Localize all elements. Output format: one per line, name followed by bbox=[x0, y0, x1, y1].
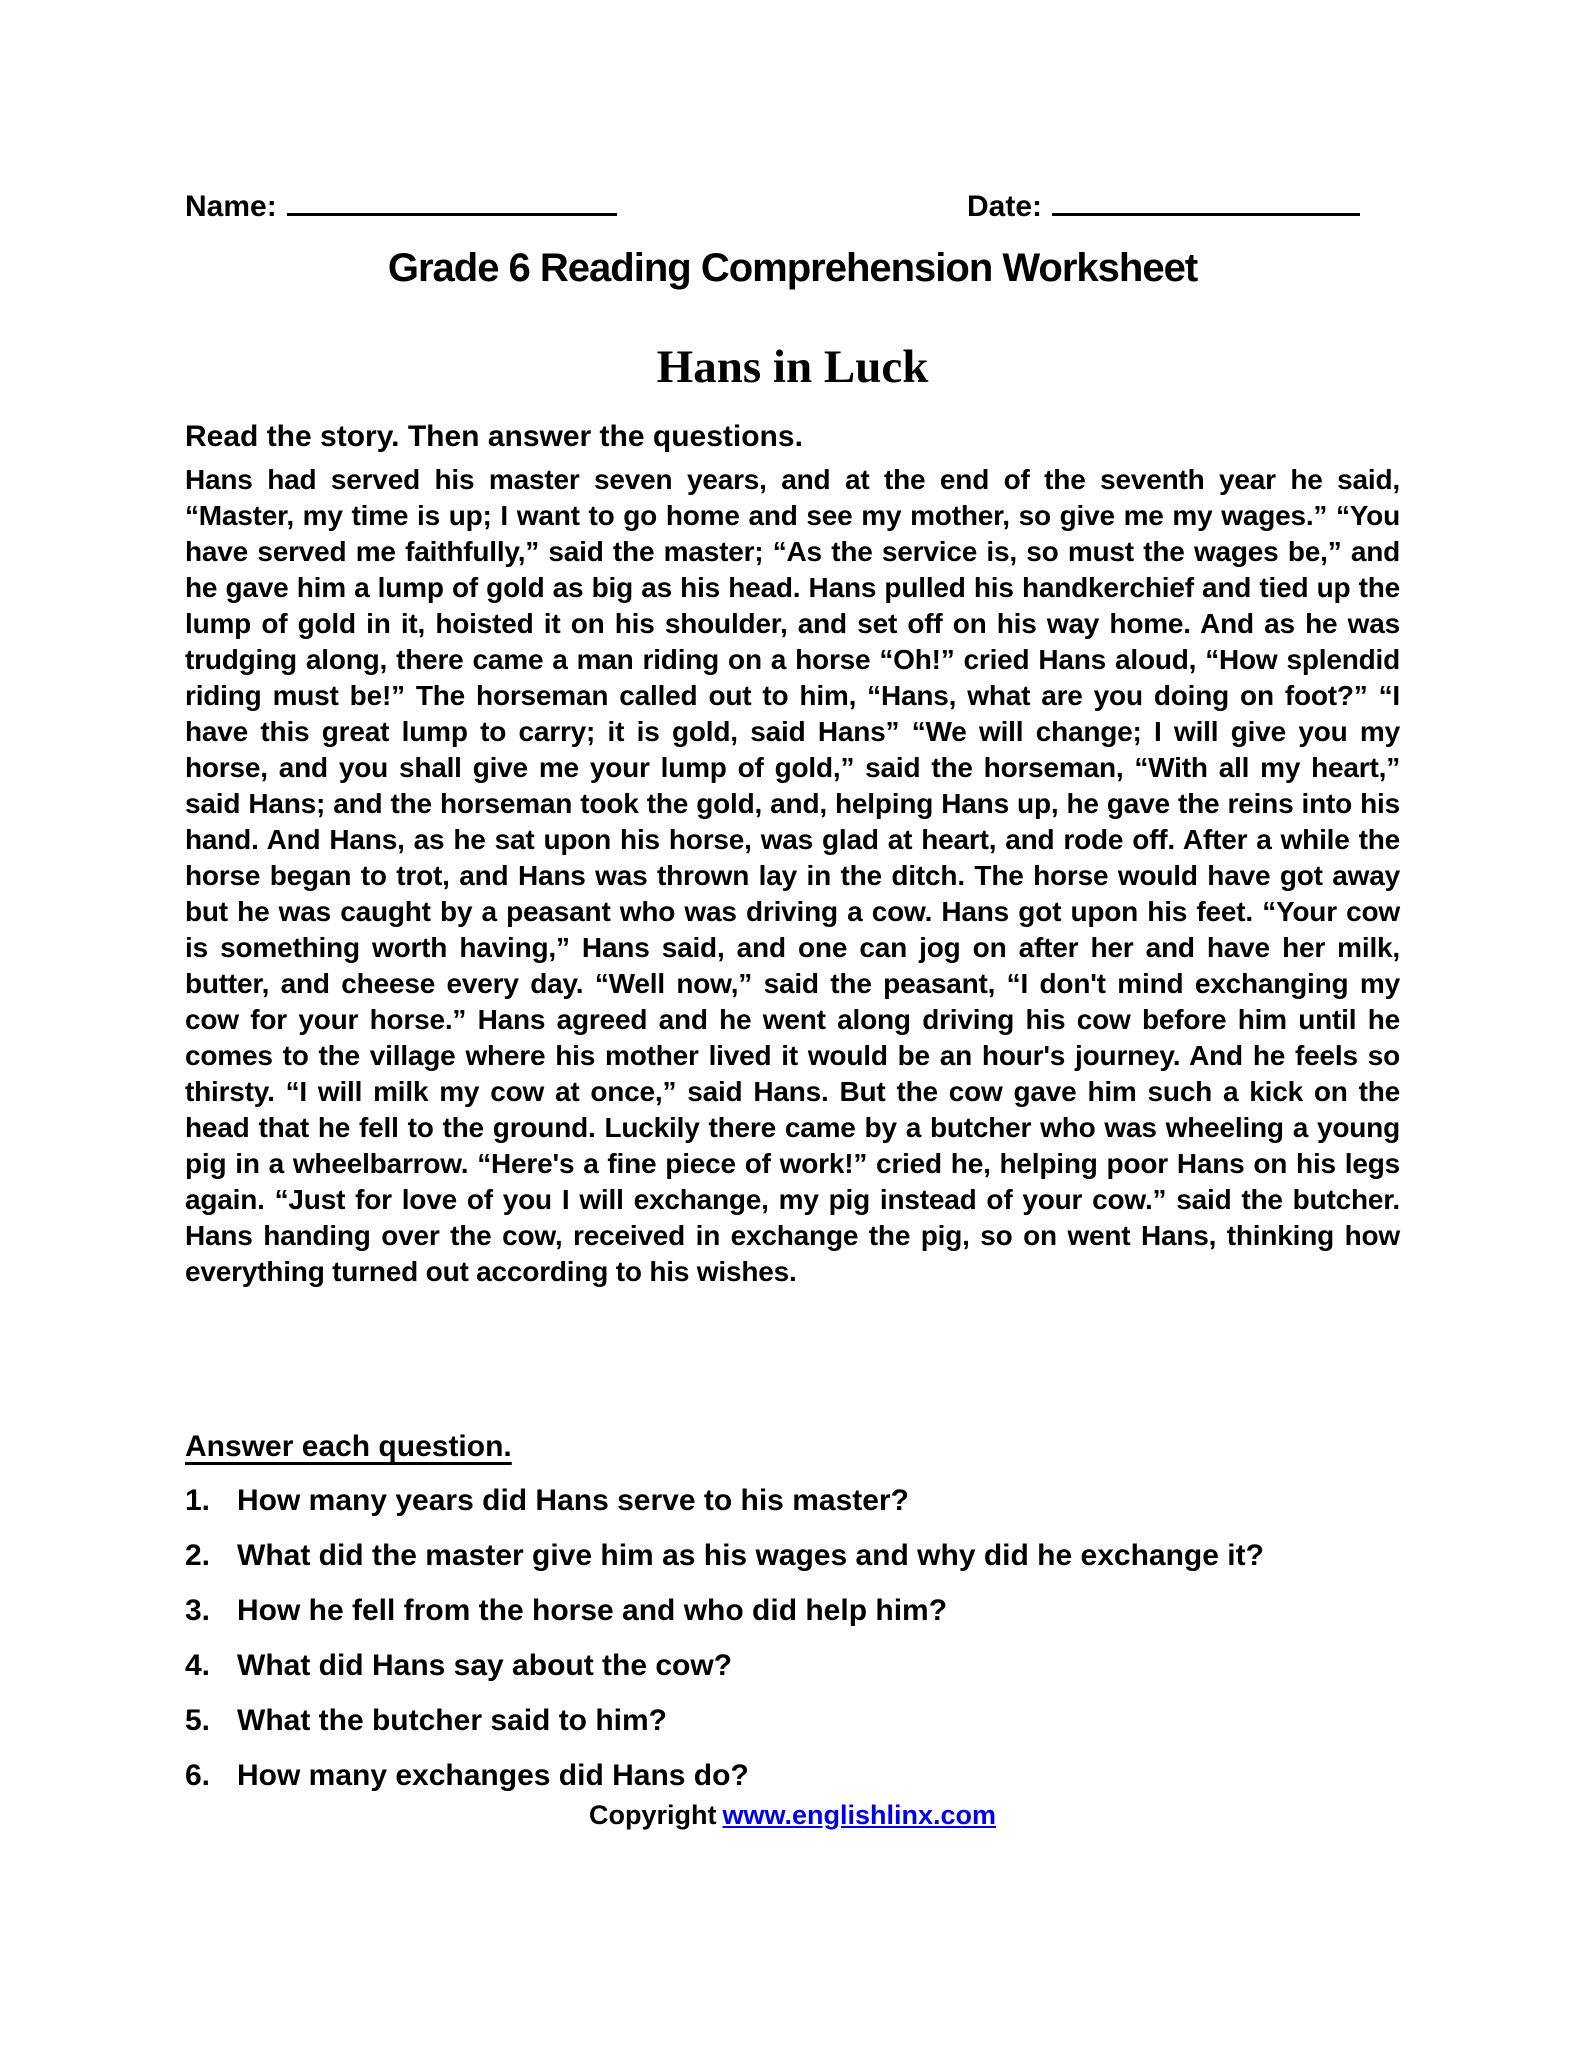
date-label: Date: bbox=[967, 190, 1043, 223]
footer bbox=[185, 1800, 1400, 1831]
question-text: What the butcher said to him? bbox=[237, 1704, 668, 1737]
question-text: How many exchanges did Hans do? bbox=[237, 1759, 749, 1792]
name-field bbox=[185, 186, 617, 224]
answer-heading: Answer each question. bbox=[185, 1430, 512, 1463]
instructions-text: Read the story. Then answer the questions. bbox=[185, 420, 803, 453]
question-text: What did the master give him as his wages and why did he exchange it? bbox=[237, 1539, 1264, 1572]
question-number: 1. bbox=[185, 1484, 211, 1517]
question-text: How he fell from the horse and who did help him? bbox=[237, 1594, 948, 1627]
question-row bbox=[185, 1596, 1435, 1626]
question-row bbox=[185, 1761, 1435, 1791]
question-number: 5. bbox=[185, 1704, 211, 1737]
question-number: 3. bbox=[185, 1594, 211, 1627]
copyright-label: Copyright bbox=[588, 1800, 717, 1830]
date-field bbox=[967, 186, 1360, 224]
question-row bbox=[185, 1706, 1435, 1736]
question-row bbox=[185, 1541, 1435, 1571]
story-title: Hans in Luck bbox=[656, 341, 929, 393]
name-blank-line[interactable] bbox=[287, 186, 617, 216]
question-list bbox=[185, 1486, 1435, 1816]
question-row bbox=[185, 1651, 1435, 1681]
question-row bbox=[185, 1486, 1435, 1516]
date-blank-line[interactable] bbox=[1052, 186, 1360, 216]
name-label: Name: bbox=[185, 190, 277, 223]
worksheet-heading: Grade 6 Reading Comprehension Worksheet bbox=[387, 246, 1198, 290]
copyright-link[interactable]: www.englishlinx.com bbox=[722, 1800, 997, 1830]
story-text: Hans had served his master seven years, and at the end of the seventh year he said, “Master, my time is up; I want to go home and see my mother, so give me my wages.” “You have served me faithfully,” said the master; “As the service is, so must the wages be,” and he gave him a lump of gold as big as his head. Hans pulled his handkerchief and tied up the lump of gold in it, hoisted it on his shoulder, and set off on his way home. And as he was trudging along, there came a man riding on a horse “Oh!” cried Hans aloud, “How splendid riding must be!” The horseman called out to him, “Hans, what are you doing on foot?” “I have this great lump to carry; it is gold, said Hans” “We will change; I will give you my horse, and you shall give me your lump of gold,” said the horseman, “With all my heart,” said Hans; and the horseman took the gold, and, helping Hans up, he gave the reins into his hand. And Hans, as he sat upon his horse, was glad at heart, and rode off. After a while the horse began to trot, and Hans was thrown lay in the ditch. The horse would have got away but he was caught by a peasant who was driving a cow. Hans got upon his feet. “Your cow is something worth having,” Hans said, and one can jog on after her and have her milk, butter, and cheese every day. “Well now,” said the peasant, “I don't mind exchanging my cow for your horse.” Hans agreed and he went along driving his cow before him until he comes to the village where his mother lived it would be an hour's journey. And he feels so thirsty. “I will milk my cow at once,” said Hans. But the cow gave him such a kick on the head that he fell to the ground. Luckily there came by a butcher who was wheeling a young pig in a wheelbarrow. “Here's a fine piece of work!” cried he, helping poor Hans on his legs again. “Just for love of you I will exchange, my pig instead of your cow.” said the butcher. Hans handing over the cow, received in exchange the pig, so on went Hans, thinking how everything turned out according to his wishes. bbox=[185, 464, 1400, 1287]
question-text: What did Hans say about the cow? bbox=[237, 1649, 733, 1682]
question-number: 4. bbox=[185, 1649, 211, 1682]
question-text: How many years did Hans serve to his master? bbox=[237, 1484, 909, 1517]
question-number: 2. bbox=[185, 1539, 211, 1572]
question-number: 6. bbox=[185, 1759, 211, 1792]
